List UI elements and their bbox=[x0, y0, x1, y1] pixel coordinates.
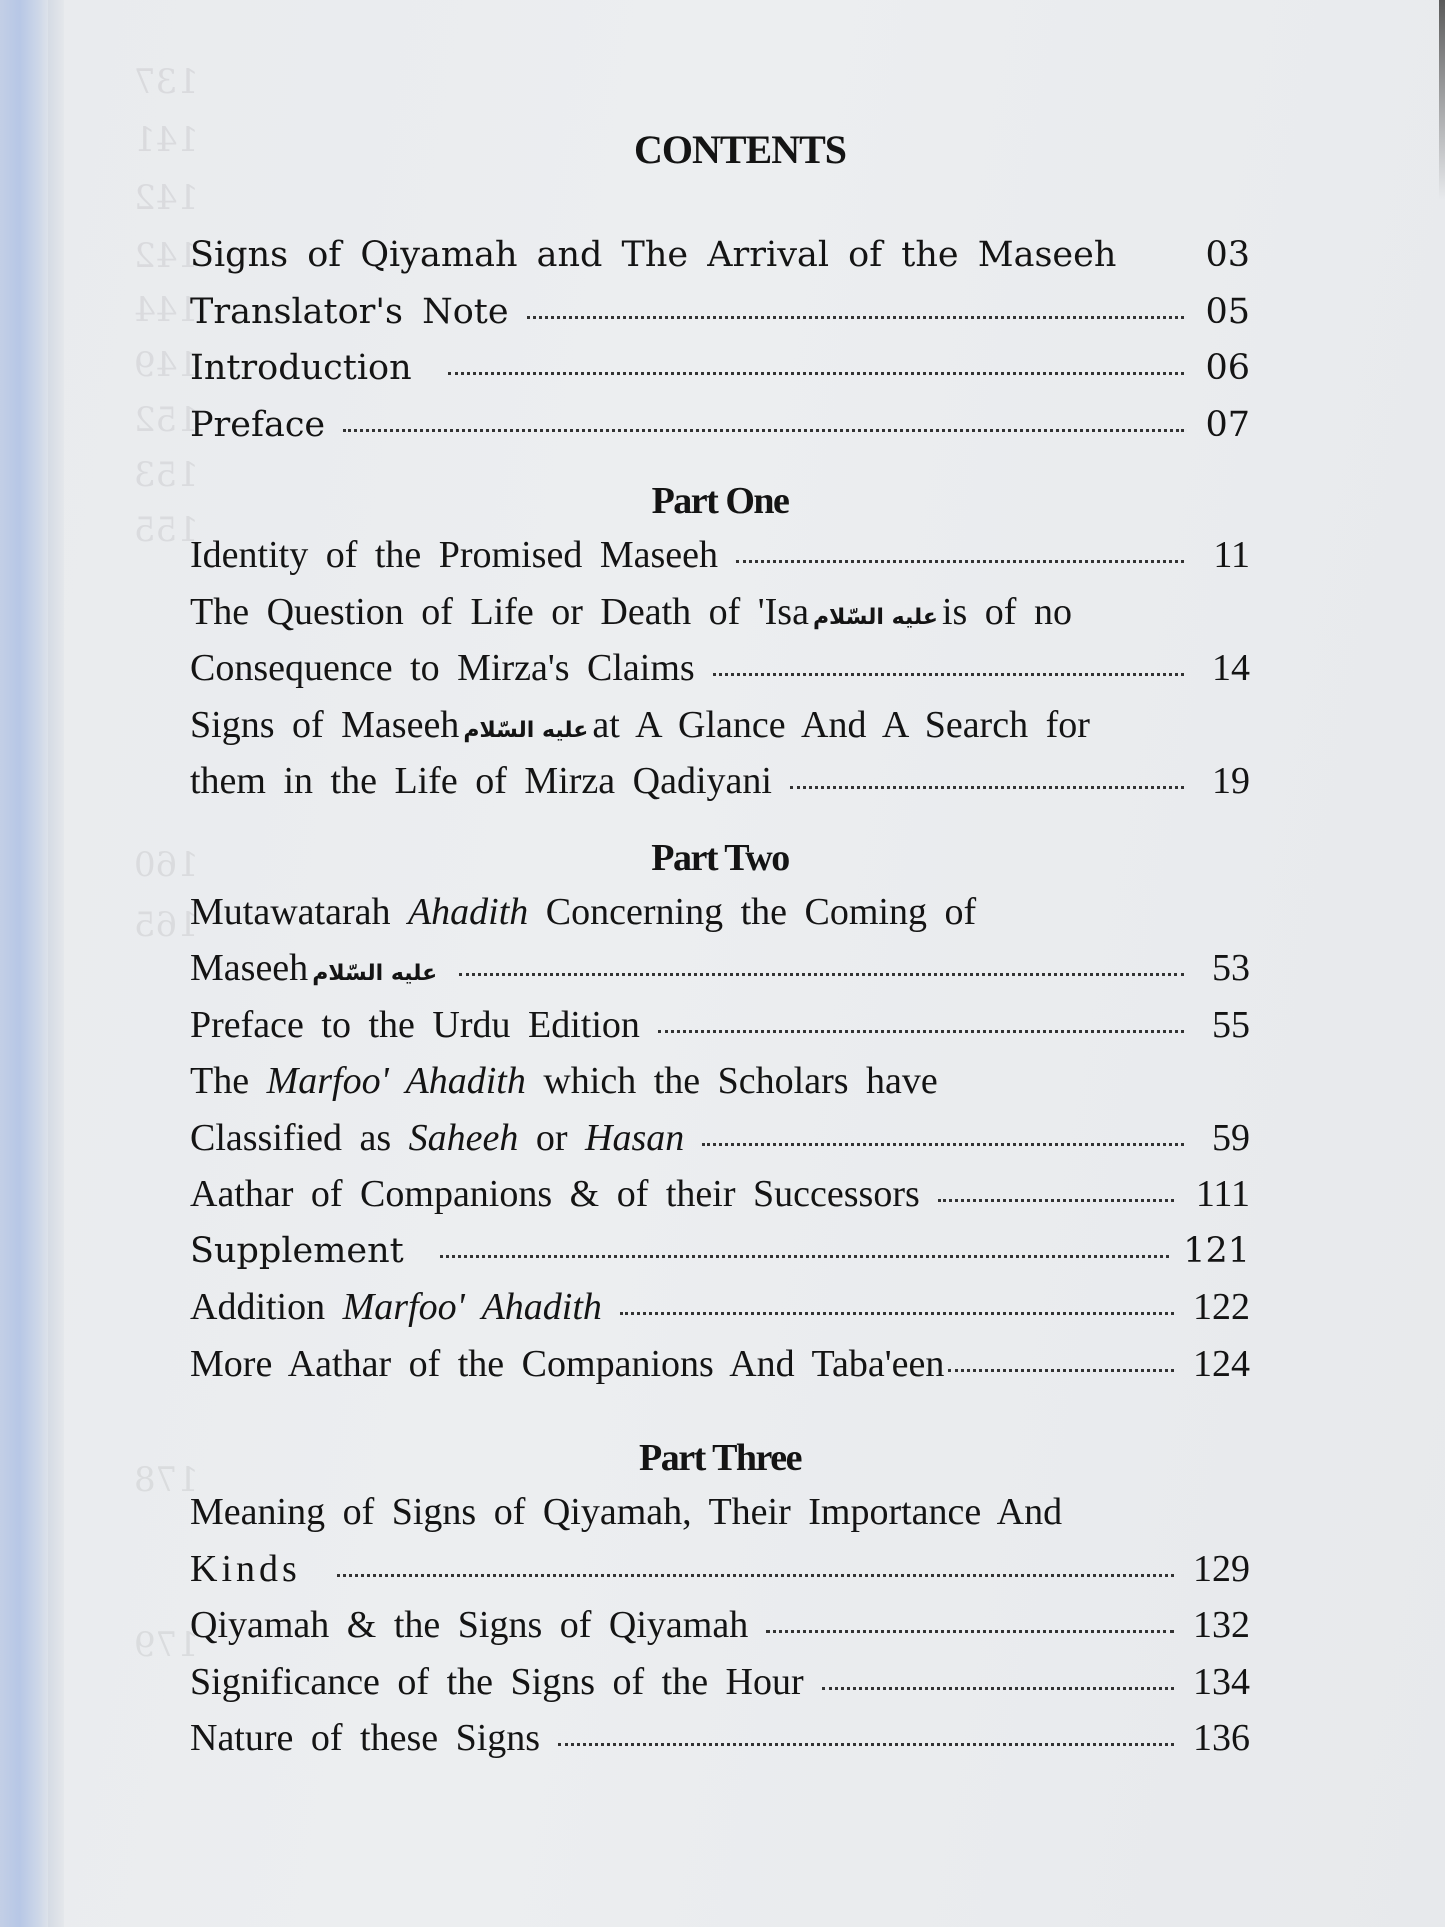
toc-page-number: 129 bbox=[1193, 1547, 1250, 1590]
toc-page-number: 14 bbox=[1212, 647, 1250, 689]
toc-entry-label: Introduction bbox=[190, 348, 412, 388]
dot-leader bbox=[702, 1143, 1184, 1146]
toc-entry[interactable] bbox=[190, 340, 1250, 397]
part-heading: Part Three bbox=[639, 1437, 801, 1479]
toc-entry-label: Addition bbox=[190, 1286, 326, 1328]
bleed-through-text: 137 bbox=[134, 62, 199, 102]
part-heading: Part Two bbox=[651, 836, 789, 879]
toc-entry[interactable] bbox=[190, 697, 1250, 810]
toc-entry-label: or bbox=[535, 1116, 568, 1159]
toc-entry[interactable] bbox=[190, 1710, 1250, 1767]
toc-entry-label: which the Scholars have bbox=[543, 1060, 938, 1102]
dot-leader bbox=[766, 1630, 1174, 1633]
bleed-through-text: 179 bbox=[134, 1625, 199, 1665]
dot-leader bbox=[527, 316, 1184, 319]
dot-leader bbox=[620, 1312, 1174, 1315]
toc-entry-label: Supplement bbox=[190, 1230, 404, 1271]
toc-entry[interactable] bbox=[190, 584, 1250, 697]
toc-page-number: 134 bbox=[1193, 1660, 1250, 1703]
bleed-through-text: 144 bbox=[134, 290, 199, 330]
toc-page-number: 53 bbox=[1212, 947, 1250, 989]
toc-entry[interactable] bbox=[190, 1336, 1250, 1393]
toc-entry-label: at A Glance And A Search for bbox=[592, 703, 1090, 746]
toc-entry[interactable] bbox=[190, 884, 1250, 997]
dot-leader bbox=[459, 973, 1184, 976]
bleed-through-text: 142 bbox=[134, 178, 199, 218]
toc-page-number: 19 bbox=[1212, 760, 1250, 802]
dot-leader bbox=[736, 560, 1184, 563]
part-heading: Part One bbox=[651, 480, 789, 522]
toc-entry-label: More Aathar of the Companions And Taba'een bbox=[190, 1342, 945, 1385]
toc-entry-label: Signs of Maseeh bbox=[190, 703, 460, 746]
bleed-through-text: 160 bbox=[134, 845, 199, 885]
bleed-through-text: 149 bbox=[134, 345, 199, 385]
dot-leader bbox=[658, 1030, 1184, 1033]
toc-entry-label: Consequence to Mirza's Claims bbox=[190, 647, 695, 689]
toc-page-number: 124 bbox=[1193, 1342, 1250, 1385]
toc-entry-label: Mutawatarah bbox=[190, 890, 391, 933]
toc-page-number: 59 bbox=[1212, 1116, 1250, 1159]
toc-entry-label: The Question of Life or Death of 'Isa bbox=[190, 590, 809, 633]
honorific-arabic: عليه السّلام bbox=[463, 717, 589, 743]
toc-entry-italic: Hasan bbox=[585, 1116, 685, 1159]
bleed-through-text: 142 bbox=[134, 236, 199, 276]
toc-entry-label: Preface to the Urdu Edition bbox=[190, 1003, 640, 1046]
toc-entry-label: Kinds bbox=[190, 1547, 301, 1590]
toc-entry[interactable] bbox=[190, 284, 1250, 341]
bleed-through-text: 178 bbox=[134, 1460, 199, 1500]
toc-page-number: 121 bbox=[1183, 1230, 1250, 1271]
toc-entry[interactable] bbox=[190, 1053, 1250, 1166]
honorific-arabic: عليه السّلام bbox=[312, 961, 438, 986]
bleed-through-text: 153 bbox=[134, 455, 199, 495]
dot-leader bbox=[948, 1369, 1174, 1372]
dot-leader bbox=[713, 673, 1184, 676]
page-gutter bbox=[48, 0, 64, 1927]
bleed-through-text: 165 bbox=[134, 905, 199, 945]
table-of-contents bbox=[190, 125, 1250, 1767]
toc-entry-label: Classified as bbox=[190, 1116, 392, 1159]
book-spine-shadow bbox=[0, 0, 48, 1927]
toc-entry-italic: Marfoo' Ahadith bbox=[266, 1060, 526, 1102]
toc-page-number: 122 bbox=[1193, 1286, 1250, 1328]
toc-page-number: 55 bbox=[1212, 1003, 1250, 1046]
dot-leader bbox=[822, 1687, 1174, 1690]
toc-entry[interactable] bbox=[190, 227, 1250, 284]
toc-entry-label: Aathar of Companions & of their Successors bbox=[190, 1173, 920, 1215]
toc-page-number: 05 bbox=[1205, 291, 1250, 332]
toc-entry[interactable] bbox=[190, 527, 1250, 584]
toc-entry-label: Concerning the Coming of bbox=[545, 890, 977, 933]
toc-entry[interactable] bbox=[190, 1223, 1250, 1280]
toc-page-number: 132 bbox=[1193, 1604, 1250, 1646]
page-edge-shadow bbox=[1439, 0, 1445, 200]
toc-entry-label: them in the Life of Mirza Qadiyani bbox=[190, 760, 772, 802]
dot-leader bbox=[790, 786, 1184, 789]
toc-entry[interactable] bbox=[190, 1654, 1250, 1711]
toc-page-number: 06 bbox=[1205, 348, 1250, 388]
toc-entry-label: Translator's Note bbox=[190, 291, 509, 332]
toc-entry[interactable] bbox=[190, 1484, 1250, 1597]
dot-leader bbox=[343, 429, 1184, 432]
bleed-through-text: 155 bbox=[134, 510, 199, 550]
toc-entry-label: The bbox=[190, 1060, 250, 1102]
toc-page-number: 11 bbox=[1213, 534, 1250, 576]
toc-entry[interactable] bbox=[190, 1597, 1250, 1654]
toc-entry-italic: Marfoo' Ahadith bbox=[342, 1286, 602, 1328]
bleed-through-text: 141 bbox=[134, 120, 199, 160]
toc-entry-label: Significance of the Signs of the Hour bbox=[190, 1660, 804, 1703]
toc-entry[interactable] bbox=[190, 397, 1250, 454]
toc-entry-label: Maseeh bbox=[190, 947, 309, 989]
dot-leader bbox=[938, 1199, 1174, 1202]
toc-entry[interactable] bbox=[190, 1166, 1250, 1223]
toc-page-number: 03 bbox=[1205, 235, 1250, 275]
contents-heading: CONTENTS bbox=[633, 127, 847, 172]
honorific-arabic: عليه السّلام bbox=[812, 604, 938, 630]
toc-entry-label: Qiyamah & the Signs of Qiyamah bbox=[190, 1604, 749, 1646]
toc-page-number: 136 bbox=[1193, 1717, 1250, 1759]
toc-page-number: 111 bbox=[1195, 1173, 1250, 1215]
toc-entry-italic: Ahadith bbox=[407, 890, 529, 933]
toc-entry[interactable] bbox=[190, 997, 1250, 1054]
toc-entry-label: is of no bbox=[941, 590, 1072, 633]
toc-entry-label: Nature of these Signs bbox=[190, 1717, 541, 1759]
toc-entry-label: Meaning of Signs of Qiyamah, Their Importance And bbox=[190, 1491, 1063, 1533]
toc-entry-italic: Saheeh bbox=[408, 1116, 519, 1159]
dot-leader bbox=[440, 1255, 1169, 1258]
dot-leader bbox=[337, 1574, 1174, 1577]
toc-page-number: 07 bbox=[1205, 404, 1250, 445]
toc-entry[interactable] bbox=[190, 1279, 1250, 1336]
toc-entry-label: Preface bbox=[190, 404, 326, 445]
toc-entry-label: Signs of Qiyamah and The Arrival of the Maseeh bbox=[190, 235, 1117, 275]
bleed-through-text: 152 bbox=[134, 400, 199, 440]
dot-leader bbox=[448, 372, 1184, 375]
dot-leader bbox=[558, 1743, 1174, 1746]
toc-entry-label: Identity of the Promised Maseeh bbox=[190, 534, 719, 576]
